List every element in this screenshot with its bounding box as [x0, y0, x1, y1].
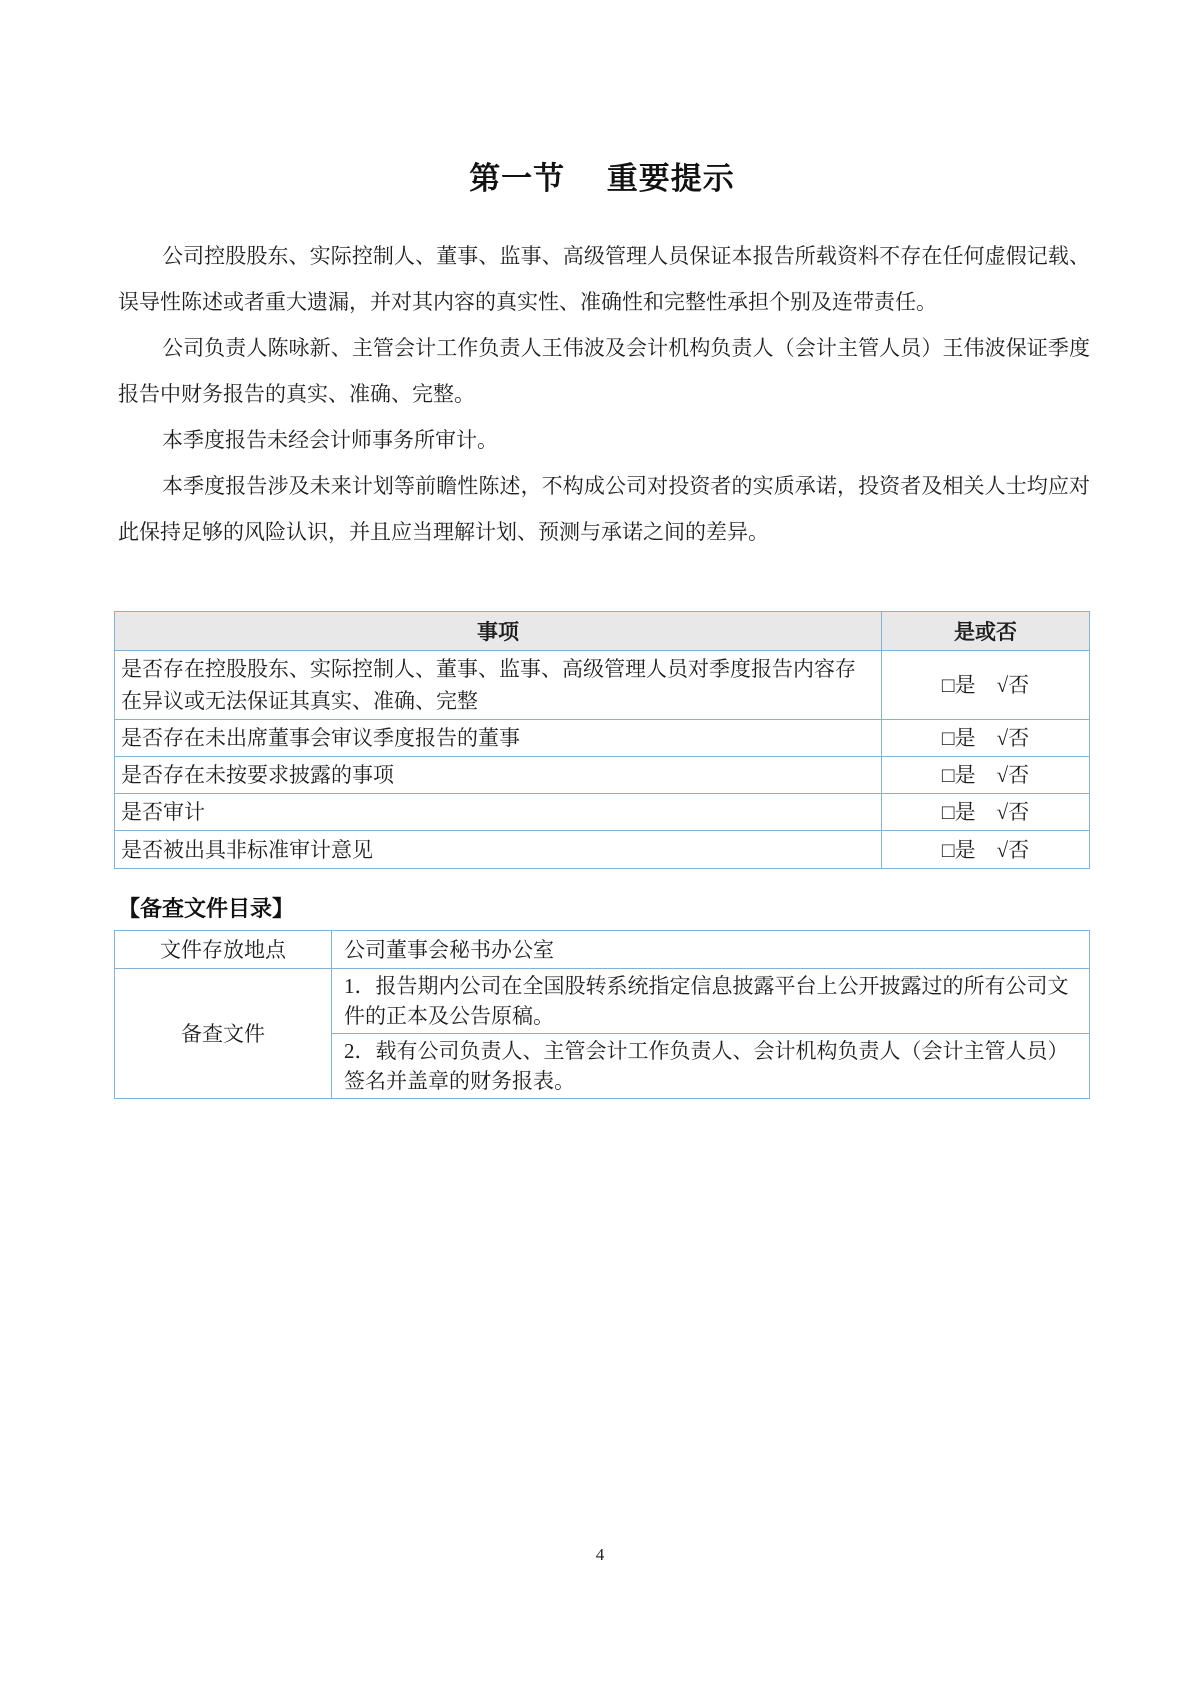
paragraph: 本季度报告涉及未来计划等前瞻性陈述，不构成公司对投资者的实质承诺，投资者及相关人士均应对此保持足够的风险认识，并且应当理解计划、预测与承诺之间的差异。 [118, 474, 1090, 544]
answer-cell: □是 √否 [882, 831, 1090, 869]
answer-cell: □是 √否 [882, 651, 1090, 720]
answer-cell: □是 √否 [882, 757, 1090, 794]
location-label-cell: 文件存放地点 [115, 931, 332, 969]
section-title: 第一节 重要提示 [469, 161, 735, 196]
item-cell: 是否被出具非标准审计意见 [115, 831, 882, 869]
table-row [115, 757, 1090, 794]
page-number: 4 [595, 1545, 605, 1564]
answer-cell: □是 √否 [882, 720, 1090, 757]
answer-cell: □是 √否 [882, 794, 1090, 831]
item-cell: 是否存在未按要求披露的事项 [115, 757, 882, 794]
item-cell: 是否存在未出席董事会审议季度报告的董事 [115, 720, 882, 757]
table-row [115, 794, 1090, 831]
table-row [115, 720, 1090, 757]
documents-table [114, 930, 1090, 1099]
header-item: 事项 [115, 612, 882, 651]
intro-paragraphs [114, 233, 1090, 555]
table-row [115, 831, 1090, 869]
file-item-cell: 1．报告期内公司在全国股转系统指定信息披露平台上公开披露过的所有公司文件的正本及公告原稿。 [332, 969, 1090, 1034]
items-yes-no-table [114, 611, 1090, 869]
table-header-row [115, 612, 1090, 651]
file-item-cell: 2．载有公司负责人、主管会计工作负责人、会计机构负责人（会计主管人员）签名并盖章的财务报表。 [332, 1034, 1090, 1099]
table-row [115, 969, 1090, 1034]
table-row [115, 931, 1090, 969]
page-content [0, 158, 1200, 1099]
item-cell: 是否审计 [115, 794, 882, 831]
paragraph: 公司负责人陈咏新、主管会计工作负责人王伟波及会计机构负责人（会计主管人员）王伟波保证季度报告中财务报告的真实、准确、完整。 [118, 336, 1090, 406]
paragraph: 公司控股股东、实际控制人、董事、监事、高级管理人员保证本报告所载资料不存在任何虚假记载、误导性陈述或者重大遗漏，并对其内容的真实性、准确性和完整性承担个别及连带责任。 [118, 244, 1090, 314]
item-cell: 是否存在控股股东、实际控制人、董事、监事、高级管理人员对季度报告内容存在异议或无法保证其真实、准确、完整 [115, 651, 882, 720]
location-value-cell: 公司董事会秘书办公室 [332, 931, 1090, 969]
documents-directory-heading: 【备查文件目录】 [118, 896, 295, 921]
header-yes-no: 是或否 [882, 612, 1090, 651]
table-row [115, 651, 1090, 720]
paragraph: 本季度报告未经会计师事务所审计。 [162, 428, 498, 452]
files-label-cell: 备查文件 [115, 969, 332, 1099]
